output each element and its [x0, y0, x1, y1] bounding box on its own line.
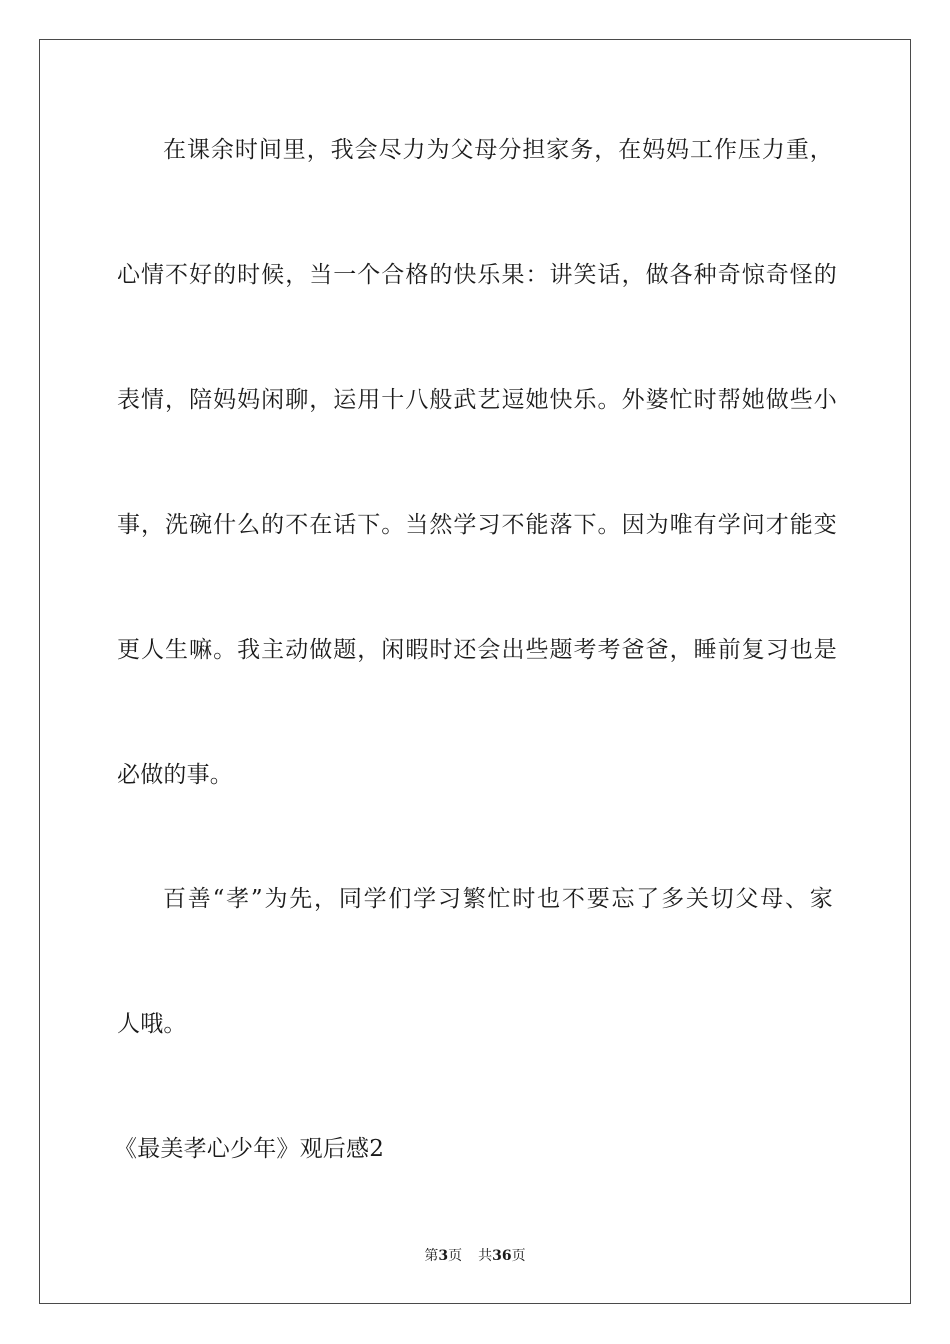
page-border: [39, 39, 911, 1304]
paragraph-1-line-1: 在课余时间里，我会尽力为父母分担家务，在妈妈工作压力重，: [163, 137, 833, 163]
paragraph-1-line-6: 必做的事。: [117, 762, 233, 788]
paragraph-1-line-2: 心情不好的时候，当一个合格的快乐果：讲笑话，做各种奇惊奇怪的: [117, 262, 837, 288]
footer-page-suffix: 页: [448, 1248, 463, 1264]
paragraph-2-line-1: 百善“孝”为先，同学们学习繁忙时也不要忘了多关切父母、家: [163, 886, 833, 912]
footer-page-number: 3: [438, 1248, 449, 1264]
page-footer: [0, 1246, 950, 1266]
paragraph-1-line-4: 事，洗碗什么的不在话下。当然学习不能落下。因为唯有学问才能变: [117, 512, 837, 538]
footer-total-prefix: 共: [478, 1248, 493, 1264]
footer-total-pages: 36: [492, 1248, 512, 1264]
paragraph-2-line-2: 人哦。: [117, 1011, 187, 1037]
footer-page-prefix: 第: [424, 1248, 439, 1264]
paragraph-1-line-3: 表情，陪妈妈闲聊，运用十八般武艺逗她快乐。外婆忙时帮她做些小: [117, 387, 837, 413]
section-heading: 《最美孝心少年》观后感2: [114, 1136, 385, 1162]
paragraph-1-line-5: 更人生嘛。我主动做题，闲暇时还会出些题考考爸爸，睡前复习也是: [117, 637, 837, 663]
footer-total-suffix: 页: [511, 1248, 526, 1264]
